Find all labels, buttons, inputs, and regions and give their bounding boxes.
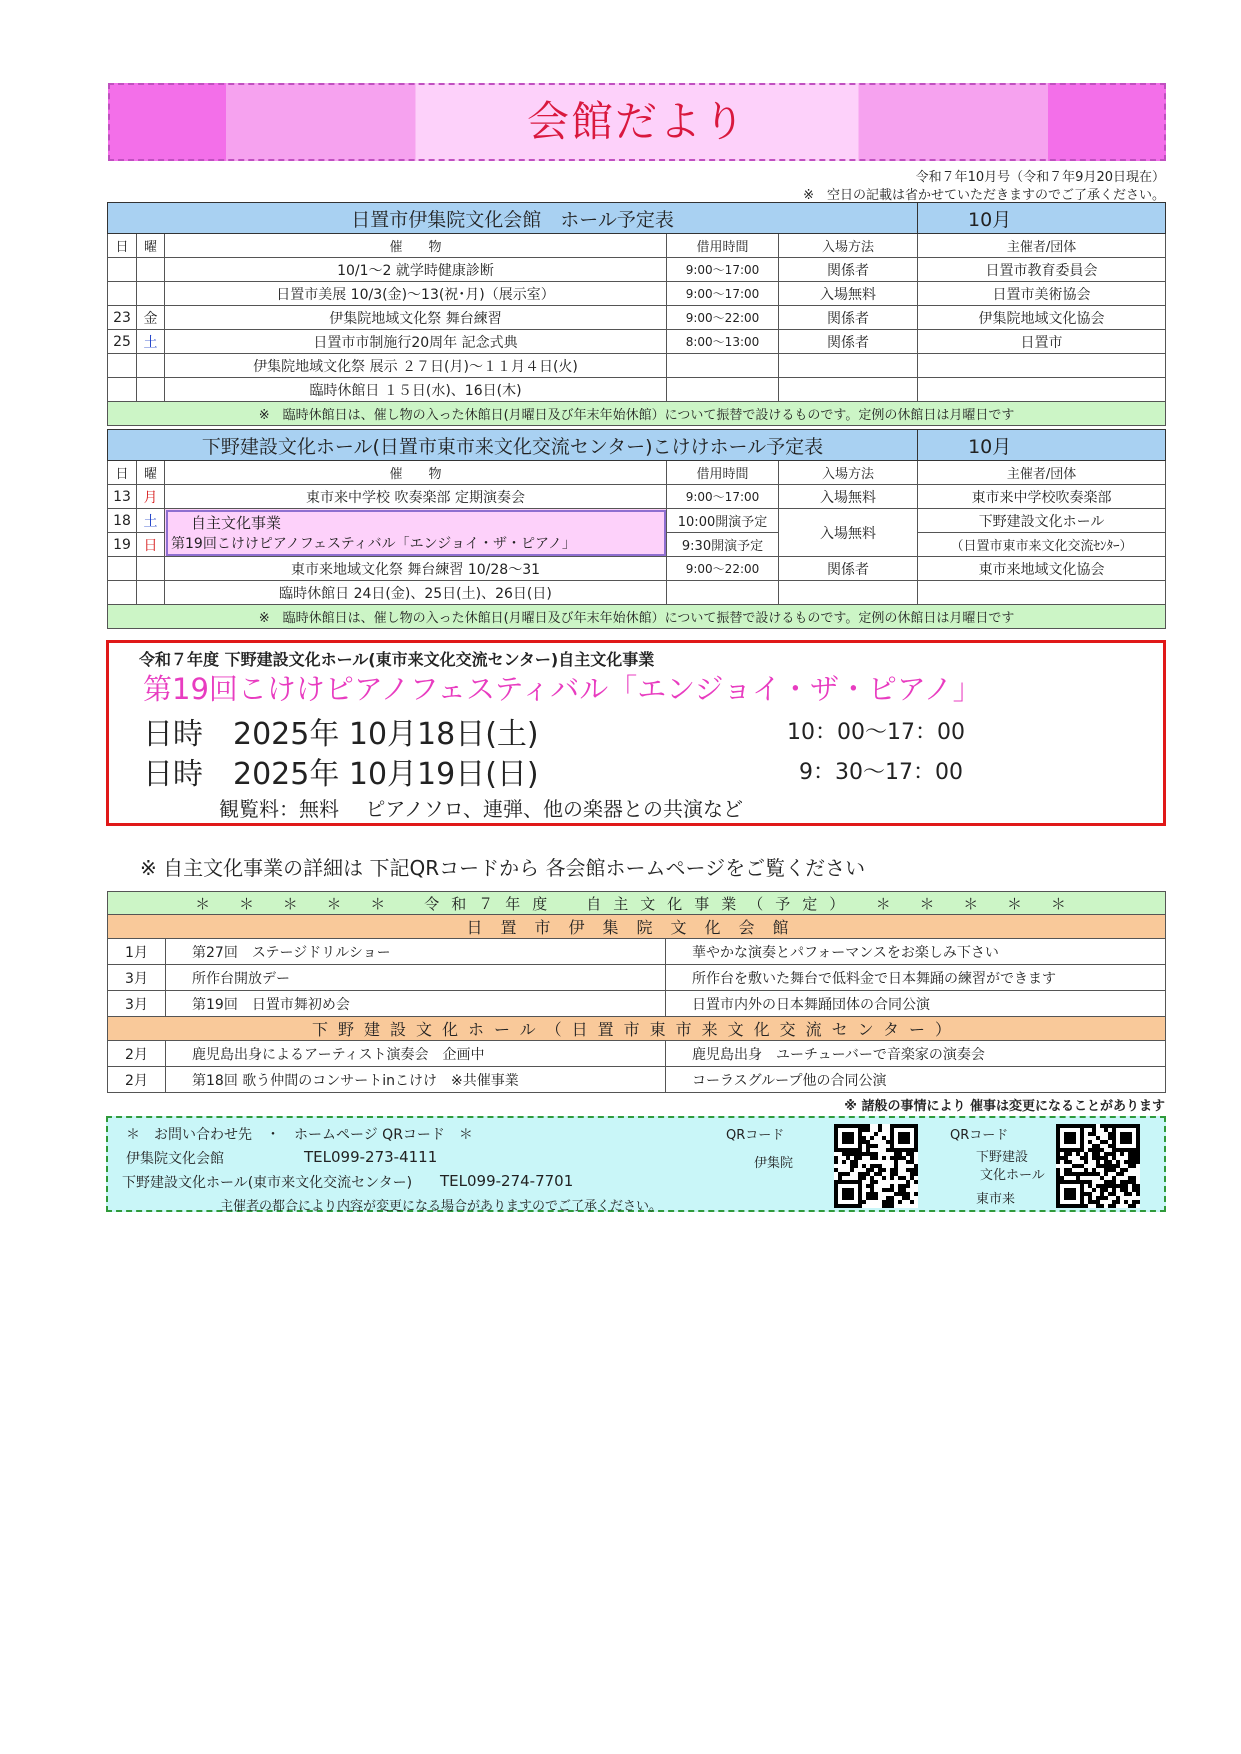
ijuin-schedule-table (107, 202, 1166, 426)
venue2-name: 下野建設文化ホール（日置市東市来文化交流センター） (108, 1017, 1166, 1041)
cell-event: 伊集院地域文化祭 展示 ２７日(月)～１１月４日(火) (165, 354, 667, 378)
cell-org (918, 378, 1166, 402)
cell-desc: 所作台を敷いた舞台で低料金で日本舞踊の練習ができます (666, 965, 1166, 991)
cell-dow (137, 581, 165, 605)
special-event-label: 自主文化事業 (191, 514, 282, 532)
cell-dow (137, 258, 165, 282)
column-header-row (108, 234, 1166, 258)
cell-day (108, 258, 137, 282)
table-row (108, 509, 1166, 533)
cell-org: 東市来地域文化協会 (918, 557, 1166, 581)
cell-dow: 日 (137, 533, 165, 557)
table-row (108, 581, 1166, 605)
col-time: 借用時間 (667, 461, 779, 485)
event-date-2: 日時 2025年 10月19日(日) (143, 757, 539, 792)
qr2-name-2: 文化ホール (980, 1168, 1045, 1183)
venue2-tel: TEL099-274-7701 (440, 1172, 574, 1190)
table-row (108, 306, 1166, 330)
col-event: 催 物 (165, 234, 667, 258)
event-time-2: 9：30～17：00 (799, 760, 963, 785)
table-title: 下野建設文化ホール(日置市東市来文化交流センター)こけけホール予定表 (108, 430, 918, 461)
cell-entry (779, 378, 918, 402)
col-dow: 曜 (137, 461, 165, 485)
event-detail: 観覧料：無料 ピアノソロ、連弾、他の楽器との共演など (219, 797, 743, 821)
col-dow: 曜 (137, 234, 165, 258)
col-org: 主催者/団体 (918, 461, 1166, 485)
cell-day (108, 581, 137, 605)
cell-org: 下野建設文化ホール (918, 509, 1166, 533)
cell-dow: 土 (137, 330, 165, 354)
cell-time (667, 378, 779, 402)
cell-org (918, 354, 1166, 378)
table-title: 日置市伊集院文化会館 ホール予定表 (108, 203, 918, 234)
venue1-name: 伊集院文化会館 (126, 1151, 224, 1167)
cell-day (108, 378, 137, 402)
plan-note: ※ 諸般の事情により 催事は変更になることがあります (844, 1099, 1165, 1114)
plan-title: ＊ ＊ ＊ ＊ ＊ 令和７年度 自主文化事業（予定） ＊ ＊ ＊ ＊ ＊ (108, 892, 1166, 915)
col-entry: 入場方法 (779, 461, 918, 485)
cell-event: 第19回 日置市舞初め会 (166, 991, 666, 1017)
cell-time: 9:00～17:00 (667, 485, 779, 509)
cell-entry: 関係者 (779, 306, 918, 330)
venue-header (108, 1017, 1166, 1041)
cell-entry (779, 581, 918, 605)
qr2-label: QRコード (950, 1128, 1009, 1143)
cell-desc: 日置市内外の日本舞踊団体の合同公演 (666, 991, 1166, 1017)
page-title: 会館だより (526, 97, 747, 146)
cell-org: 日置市美術協会 (918, 282, 1166, 306)
table-row (108, 258, 1166, 282)
cell-dow (137, 557, 165, 581)
event-time-1: 10：00～17：00 (787, 720, 965, 745)
event-subtitle: 令和７年度 下野建設文化ホール(東市来文化交流センター)自主文化事業 (139, 650, 655, 669)
cell-org: 日置市教育委員会 (918, 258, 1166, 282)
cell-event: 伊集院地域文化祭 舞台練習 (165, 306, 667, 330)
special-event-title: 第19回こけけピアノフェスティバル「エンジョイ・ザ・ピアノ」 (171, 536, 576, 552)
venue1-name: 日置市伊集院文化会館 (108, 915, 1166, 939)
cell-org: （日置市東市来文化交流ｾﾝﾀｰ） (918, 533, 1166, 557)
cell-desc: 鹿児島出身 ユーチューバーで音楽家の演奏会 (666, 1041, 1166, 1067)
table-row (108, 965, 1166, 991)
cell-day: 25 (108, 330, 137, 354)
cell-time (667, 581, 779, 605)
cell-month: 3月 (108, 991, 166, 1017)
qr-code-ijuin-icon[interactable] (834, 1124, 918, 1208)
cell-event: 第18回 歌う仲間のコンサートinこけけ ※共催事業 (166, 1067, 666, 1093)
issue-date: 令和７年10月号（令和７年9月20日現在） (915, 170, 1165, 185)
table-row (108, 991, 1166, 1017)
cell-day (108, 282, 137, 306)
cell-dow: 金 (137, 306, 165, 330)
col-day: 日 (108, 461, 137, 485)
col-event: 催 物 (165, 461, 667, 485)
higashiichiki-schedule-table (107, 429, 1166, 629)
cell-day: 19 (108, 533, 137, 557)
special-event-cell (165, 509, 667, 557)
col-day: 日 (108, 234, 137, 258)
annual-plan-table (107, 891, 1166, 1093)
qr1-label: QRコード (726, 1128, 785, 1143)
col-time: 借用時間 (667, 234, 779, 258)
qr2-name-1: 下野建設 (976, 1150, 1029, 1165)
cell-month: 1月 (108, 939, 166, 965)
table-header (108, 203, 1166, 234)
cell-event: 東市来中学校 吹奏楽部 定期演奏会 (165, 485, 667, 509)
venue2-name: 下野建設文化ホール(東市来文化交流センター) (122, 1175, 413, 1191)
cell-entry: 関係者 (779, 557, 918, 581)
contact-heading: ＊ お問い合わせ先 ・ ホームページ QRコード ＊ (126, 1127, 473, 1143)
cell-event: 第27回 ステージドリルショー (166, 939, 666, 965)
closure-note: ※ 臨時休館日は、催し物の入った休館日(月曜日及び年末年始休館）について振替で設けるものです。定例の休館日は月曜日です (108, 402, 1166, 426)
cell-time: 8:00～13:00 (667, 330, 779, 354)
qr1-name: 伊集院 (754, 1156, 794, 1171)
cell-time: 9:30開演予定 (667, 533, 779, 557)
cell-dow: 月 (137, 485, 165, 509)
cell-time: 9:00～17:00 (667, 282, 779, 306)
cell-entry (779, 354, 918, 378)
cell-event: 10/1～2 就学時健康診断 (165, 258, 667, 282)
venue1-tel: TEL099-273-4111 (304, 1148, 438, 1166)
table-row (108, 1041, 1166, 1067)
cell-time: 9:00～17:00 (667, 258, 779, 282)
table-row (108, 378, 1166, 402)
cell-event: 所作台開放デー (166, 965, 666, 991)
header-banner (108, 83, 1166, 161)
event-date-1: 日時 2025年 10月18日(土) (143, 717, 539, 752)
cell-org (918, 581, 1166, 605)
table-header (108, 430, 1166, 461)
cell-event: 臨時休館日 24日(金)、25日(土)、26日(日) (165, 581, 667, 605)
closure-note-row (108, 605, 1166, 629)
cell-dow: 土 (137, 509, 165, 533)
cell-time: 10:00開演予定 (667, 509, 779, 533)
table-row (108, 282, 1166, 306)
venue-header (108, 915, 1166, 939)
plan-header (108, 892, 1166, 915)
table-row (108, 354, 1166, 378)
cell-month: 2月 (108, 1067, 166, 1093)
column-header-row (108, 461, 1166, 485)
qr-notice: ※ 自主文化事業の詳細は 下記QRコードから 各会館ホームページをご覧ください (140, 856, 866, 880)
cell-entry: 入場無料 (779, 509, 918, 557)
cell-time (667, 354, 779, 378)
table-row (108, 330, 1166, 354)
qr-code-higashiichiki-icon[interactable] (1056, 1124, 1140, 1208)
cell-entry: 入場無料 (779, 282, 918, 306)
cell-day (108, 557, 137, 581)
cell-entry: 入場無料 (779, 485, 918, 509)
cell-month: 3月 (108, 965, 166, 991)
table-month: 10月 (918, 203, 1166, 234)
contact-footer: 主催者の都合により内容が変更になる場合がありますのでご了承ください。 (220, 1199, 663, 1214)
table-row (108, 485, 1166, 509)
cell-time: 9:00～22:00 (667, 306, 779, 330)
cell-day: 13 (108, 485, 137, 509)
cell-time: 9:00～22:00 (667, 557, 779, 581)
cell-event: 日置市市制施行20周年 記念式典 (165, 330, 667, 354)
cell-desc: 華やかな演奏とパフォーマンスをお楽しみ下さい (666, 939, 1166, 965)
col-entry: 入場方法 (779, 234, 918, 258)
cell-entry: 関係者 (779, 330, 918, 354)
cell-event: 臨時休館日 １５日(水)、16日(木) (165, 378, 667, 402)
cell-entry: 関係者 (779, 258, 918, 282)
issue-note: ※ 空日の記載は省かせていただきますのでご了承ください。 (803, 188, 1165, 203)
qr2-name-3: 東市来 (976, 1192, 1016, 1207)
cell-dow (137, 378, 165, 402)
cell-event: 日置市美展 10/3(金)～13(祝･月)（展示室） (165, 282, 667, 306)
cell-org: 伊集院地域文化協会 (918, 306, 1166, 330)
cell-dow (137, 282, 165, 306)
closure-note-row (108, 402, 1166, 426)
table-row (108, 557, 1166, 581)
table-row (108, 1067, 1166, 1093)
table-month: 10月 (918, 430, 1166, 461)
cell-event: 東市来地域文化祭 舞台練習 10/28～31 (165, 557, 667, 581)
event-title: 第19回こけけピアノフェスティバル「エンジョイ・ザ・ピアノ」 (143, 672, 982, 706)
cell-desc: コーラスグループ他の合同公演 (666, 1067, 1166, 1093)
cell-day (108, 354, 137, 378)
cell-event: 鹿児島出身によるアーティスト演奏会 企画中 (166, 1041, 666, 1067)
table-row (108, 939, 1166, 965)
col-org: 主催者/団体 (918, 234, 1166, 258)
cell-day: 18 (108, 509, 137, 533)
featured-event-box (106, 640, 1166, 826)
cell-month: 2月 (108, 1041, 166, 1067)
cell-org: 東市来中学校吹奏楽部 (918, 485, 1166, 509)
closure-note: ※ 臨時休館日は、催し物の入った休館日(月曜日及び年末年始休館）について振替で設けるものです。定例の休館日は月曜日です (108, 605, 1166, 629)
cell-org: 日置市 (918, 330, 1166, 354)
contact-box (106, 1116, 1166, 1212)
cell-day: 23 (108, 306, 137, 330)
cell-dow (137, 354, 165, 378)
